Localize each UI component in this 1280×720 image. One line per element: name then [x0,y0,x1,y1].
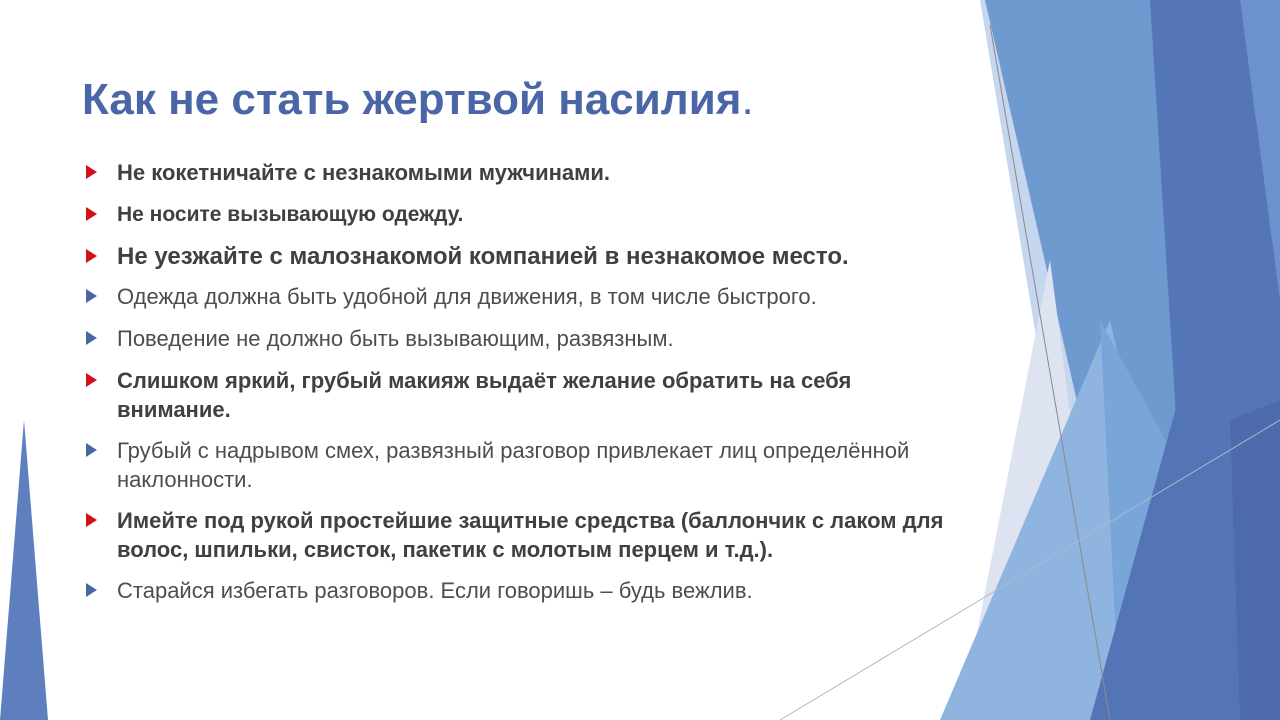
bullet-item [84,436,964,494]
bullet-arrow-icon [86,331,97,345]
bullet-text: Старайся избегать разговоров. Если говоришь – будь вежлив. [117,578,753,603]
bullet-text: Грубый с надрывом смех, развязный разговор привлекает лиц определённой наклонности. [117,438,910,492]
slide-title [82,72,754,128]
bullet-text: Слишком яркий, грубый макияж выдаёт желание обратить на себя внимание. [117,368,852,422]
bullet-item [84,158,964,187]
bullet-arrow-icon [86,165,97,179]
slide-title-period: . [741,75,754,124]
bullet-item [84,506,964,564]
bullet-text: Не носите вызывающую одежду. [117,203,464,226]
bullet-arrow-icon [86,289,97,303]
bullet-arrow-icon [86,207,97,221]
decor-left-spike [0,420,48,720]
bullet-text: Имейте под рукой простейшие защитные средства (баллончик с лаком для волос, шпильки, свисток, пакетик с молотым перцем и т.д.). [117,508,944,562]
bullet-item [84,242,964,271]
bullet-item [84,576,964,605]
bullet-text: Не кокетничайте с незнакомыми мужчинами. [117,160,611,185]
bullet-item [84,366,964,424]
bullet-list [84,158,964,605]
bullet-arrow-icon [86,373,97,387]
bullet-text: Поведение не должно быть вызывающим, развязным. [117,326,674,351]
bullet-text: Не уезжайте с малознакомой компанией в незнакомое место. [117,243,849,270]
bullet-text: Одежда должна быть удобной для движения, в том числе быстрого. [117,284,817,309]
bullet-arrow-icon [86,443,97,457]
bullet-arrow-icon [86,249,97,263]
bullet-item [84,324,964,353]
bullet-arrow-icon [86,513,97,527]
bullet-item [84,200,964,229]
bullet-item [84,282,964,311]
bullet-arrow-icon [86,583,97,597]
slide-title-text: Как не стать жертвой насилия [82,75,742,124]
